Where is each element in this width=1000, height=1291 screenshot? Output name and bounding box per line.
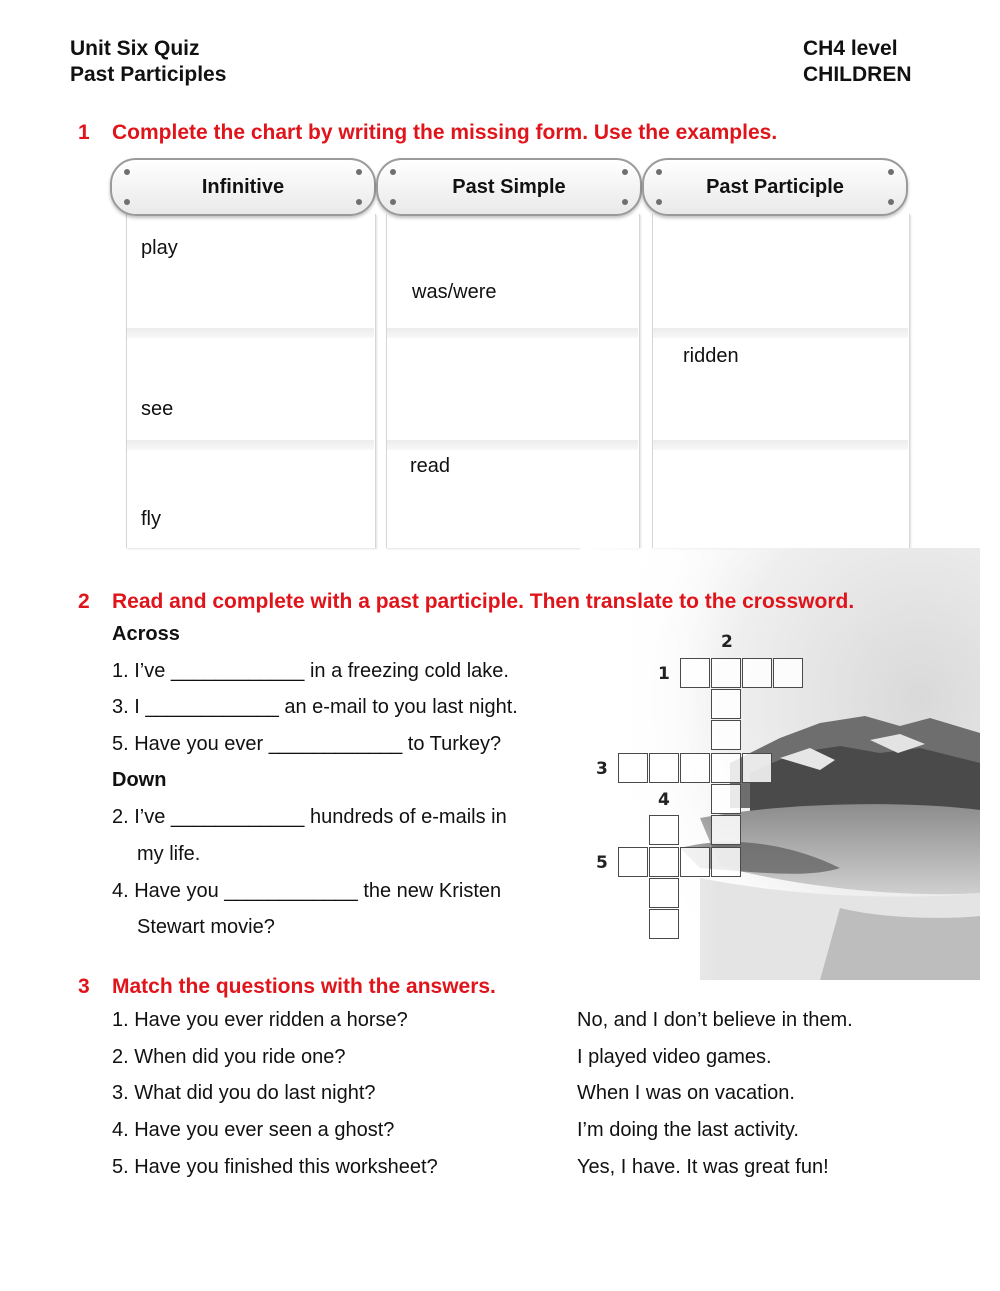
crossword-cell[interactable]: [680, 847, 710, 877]
crossword-cell[interactable]: [649, 847, 679, 877]
crossword-cell[interactable]: [649, 753, 679, 783]
crossword-cell[interactable]: [711, 720, 741, 750]
chart-entry-play: play: [141, 237, 178, 259]
column-header-label: Infinitive: [201, 176, 285, 198]
level-line-2: CHILDREN: [803, 63, 912, 86]
crossword-cell[interactable]: [711, 689, 741, 719]
crossword-cell[interactable]: [711, 658, 741, 688]
crossword-cell[interactable]: [711, 753, 741, 783]
chart-entry-see: see: [141, 398, 174, 420]
crossword-cell[interactable]: [742, 658, 772, 688]
section-2-instruction: Read and complete with a past participle. Then translate to the crossword.: [112, 590, 855, 613]
crossword-number-5: 5: [596, 853, 608, 873]
column-header-infinitive: [110, 158, 376, 216]
chart-entry-ridden: ridden: [683, 345, 739, 367]
across-clue-5: 5. Have you ever ____________ to Turkey?: [112, 733, 502, 755]
section-3-instruction: Match the questions with the answers.: [112, 975, 496, 998]
column-header-past-participle: [642, 158, 908, 216]
section-1-instruction: Complete the chart by writing the missing form. Use the examples.: [112, 121, 778, 144]
section-1-number: 1: [78, 121, 90, 144]
down-clue-2-continued: my life.: [137, 843, 201, 865]
crossword-cell[interactable]: [649, 909, 679, 939]
title-line-1: Unit Six Quiz: [70, 37, 200, 60]
past-participle-column-panel: [652, 214, 910, 548]
crossword-cell[interactable]: [711, 815, 741, 845]
across-clue-1: 1. I’ve ____________ in a freezing cold lake.: [112, 660, 509, 682]
column-header-past-simple: [376, 158, 642, 216]
question-5: 5. Have you finished this worksheet?: [112, 1156, 438, 1178]
answer-e: Yes, I have. It was great fun!: [577, 1156, 829, 1178]
across-clue-3: 3. I ____________ an e-mail to you last night.: [112, 696, 518, 718]
section-3-number: 3: [78, 975, 90, 998]
question-2: 2. When did you ride one?: [112, 1046, 346, 1068]
answer-a: No, and I don’t believe in them.: [577, 1009, 853, 1031]
crossword-number-3: 3: [596, 759, 608, 779]
title-line-2: Past Participles: [70, 63, 227, 86]
crossword-cell[interactable]: [742, 753, 772, 783]
crossword-number-2: 2: [721, 632, 733, 652]
down-clue-4-continued: Stewart movie?: [137, 916, 275, 938]
infinitive-column-panel: [126, 214, 376, 548]
down-clue-4: 4. Have you ____________ the new Kristen: [112, 880, 502, 902]
chart-entry-fly: fly: [141, 508, 161, 530]
answer-d: I’m doing the last activity.: [577, 1119, 799, 1141]
question-3: 3. What did you do last night?: [112, 1082, 376, 1104]
crossword-cell[interactable]: [649, 878, 679, 908]
question-4: 4. Have you ever seen a ghost?: [112, 1119, 395, 1141]
column-header-label: Past Simple: [452, 176, 566, 198]
crossword-cell[interactable]: [618, 753, 648, 783]
past-simple-column-panel: [386, 214, 640, 548]
crossword-cell[interactable]: [773, 658, 803, 688]
crossword-number-1: 1: [658, 664, 670, 684]
question-1: 1. Have you ever ridden a horse?: [112, 1009, 408, 1031]
answer-c: When I was on vacation.: [577, 1082, 795, 1104]
crossword-cell[interactable]: [711, 847, 741, 877]
column-header-label: Past Participle: [706, 176, 844, 198]
level-info: [803, 36, 912, 88]
chart-entry-was-were: was/were: [412, 281, 497, 303]
answer-b: I played video games.: [577, 1046, 772, 1068]
down-heading: Down: [112, 769, 167, 791]
chart-entry-read: read: [410, 455, 451, 477]
crossword-number-4: 4: [658, 790, 670, 810]
crossword-cell[interactable]: [711, 784, 741, 814]
section-2-number: 2: [78, 590, 90, 613]
worksheet-title: [70, 36, 226, 88]
level-line-1: CH4 level: [803, 37, 898, 60]
across-heading: Across: [112, 623, 180, 645]
down-clue-2: 2. I’ve ____________ hundreds of e-mails in: [112, 806, 507, 828]
crossword-cell[interactable]: [680, 658, 710, 688]
crossword-cell[interactable]: [680, 753, 710, 783]
crossword-cell[interactable]: [649, 815, 679, 845]
crossword-cell[interactable]: [618, 847, 648, 877]
